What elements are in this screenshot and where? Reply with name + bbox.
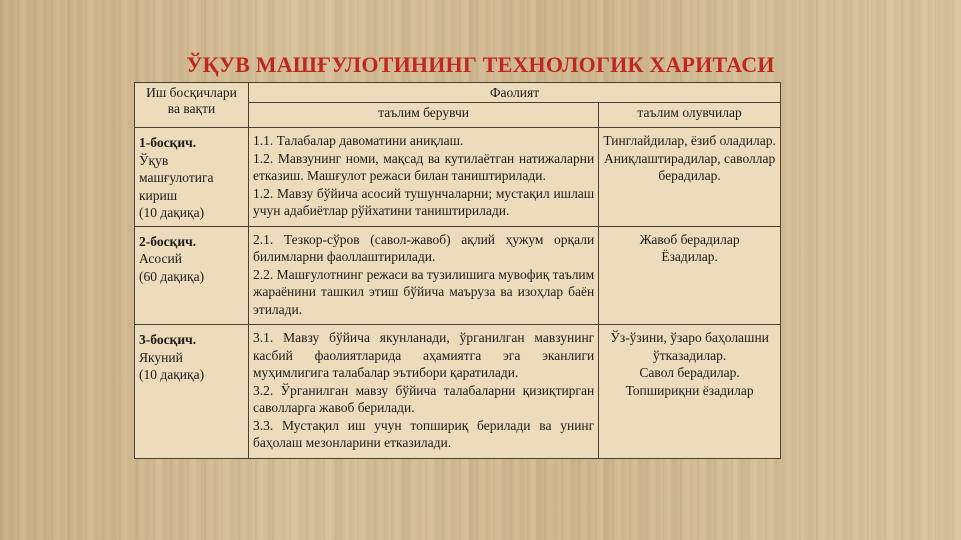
teacher-activity-item: 2.2. Машғулотнинг режаси ва тузилишига мувофиқ таълим жараёнини ташкил этиш бўйича маъруза ва изоҳлар баён этилади. — [253, 266, 595, 317]
teacher-activity-item: 3.1. Мавзу бўйича якунланади, ўрганилган мавзунинг касбий фаолиятларида аҳамиятга эга эканлиги муҳимлигига талабалар эътибори қаратилади. — [253, 330, 595, 380]
student-activity-item: Савол берадилар. — [639, 365, 740, 380]
header-student-cell: таълим олувчилар — [599, 102, 781, 128]
teacher-activity-item: 1.2. Мавзу бўйича асосий тушунчаларни; мустақил ишлаш учун адабиётлар рўйхатини таништирилади. — [253, 185, 595, 218]
teacher-activity-cell — [249, 325, 599, 459]
stage-description: Ўқув машғулотига кириш — [139, 152, 214, 203]
header-teacher-cell: таълим берувчи — [249, 102, 599, 128]
stage-description: Асосий — [139, 251, 182, 266]
student-activity-cell — [599, 226, 781, 325]
header-activity-cell: Фаолият — [249, 83, 781, 103]
stage-description: (60 дақиқа) — [139, 268, 205, 284]
table-row — [135, 128, 781, 227]
stage-number: 2-босқич. — [139, 233, 197, 249]
student-activity-item: Аниқлаштирадилар, саволлар берадилар. — [603, 150, 776, 183]
stage-cell — [135, 325, 249, 459]
header-stage-cell: Иш босқичлари ва вақти — [135, 83, 249, 128]
student-activity-item: Ёзадилар. — [661, 249, 718, 264]
stage-description: Якуний — [139, 349, 183, 365]
table-row — [135, 226, 781, 325]
student-activity-item: Тинглайдилар, ёзиб оладилар. — [603, 133, 776, 148]
student-activity-cell — [599, 325, 781, 459]
technology-map-table — [134, 82, 781, 459]
teacher-activity-item: 2.1. Тезкор-сўров (савол-жавоб) ақлий ҳужум орқали билимларни фаоллаштирилади. — [253, 231, 595, 264]
teacher-activity-cell — [249, 128, 599, 227]
stage-number: 3-босқич. — [139, 332, 197, 347]
student-activity-item: Топшириқни ёзадилар — [625, 382, 754, 398]
table-body — [135, 128, 781, 459]
teacher-activity-item: 1.2. Мавзунинг номи, мақсад ва кутилаётган натижаларни етказиш. Машғулот режаси билан таништирилади. — [253, 150, 595, 183]
teacher-activity-item: 1.1. Талабалар давоматини аниқлаш. — [253, 133, 464, 148]
stage-description: (10 дақиқа) — [139, 205, 205, 220]
student-activity-item: Ўз-ўзини, ўзаро баҳолашни ўтказадилар. — [610, 330, 769, 363]
table-row — [135, 325, 781, 459]
student-activity-cell — [599, 128, 781, 227]
stage-number: 1-босқич. — [139, 135, 197, 150]
stage-cell — [135, 226, 249, 325]
stage-description: (10 дақиқа) — [139, 367, 205, 382]
header-row-top — [135, 83, 781, 103]
student-activity-item: Жавоб берадилар — [639, 231, 740, 247]
teacher-activity-item: 3.2. Ўрганилган мавзу бўйича талабаларни қизиқтирган саволларга жавоб берилади. — [253, 382, 595, 415]
slide-title: ЎҚУВ МАШҒУЛОТИНИНГ ТЕХНОЛОГИК ХАРИТАСИ — [186, 52, 775, 77]
stage-cell — [135, 128, 249, 227]
teacher-activity-cell — [249, 226, 599, 325]
teacher-activity-item: 3.3. Мустақил иш учун топшириқ берилади ва унинг баҳолаш мезонларини етказилади. — [253, 417, 595, 450]
technology-map-table-container — [134, 82, 781, 459]
